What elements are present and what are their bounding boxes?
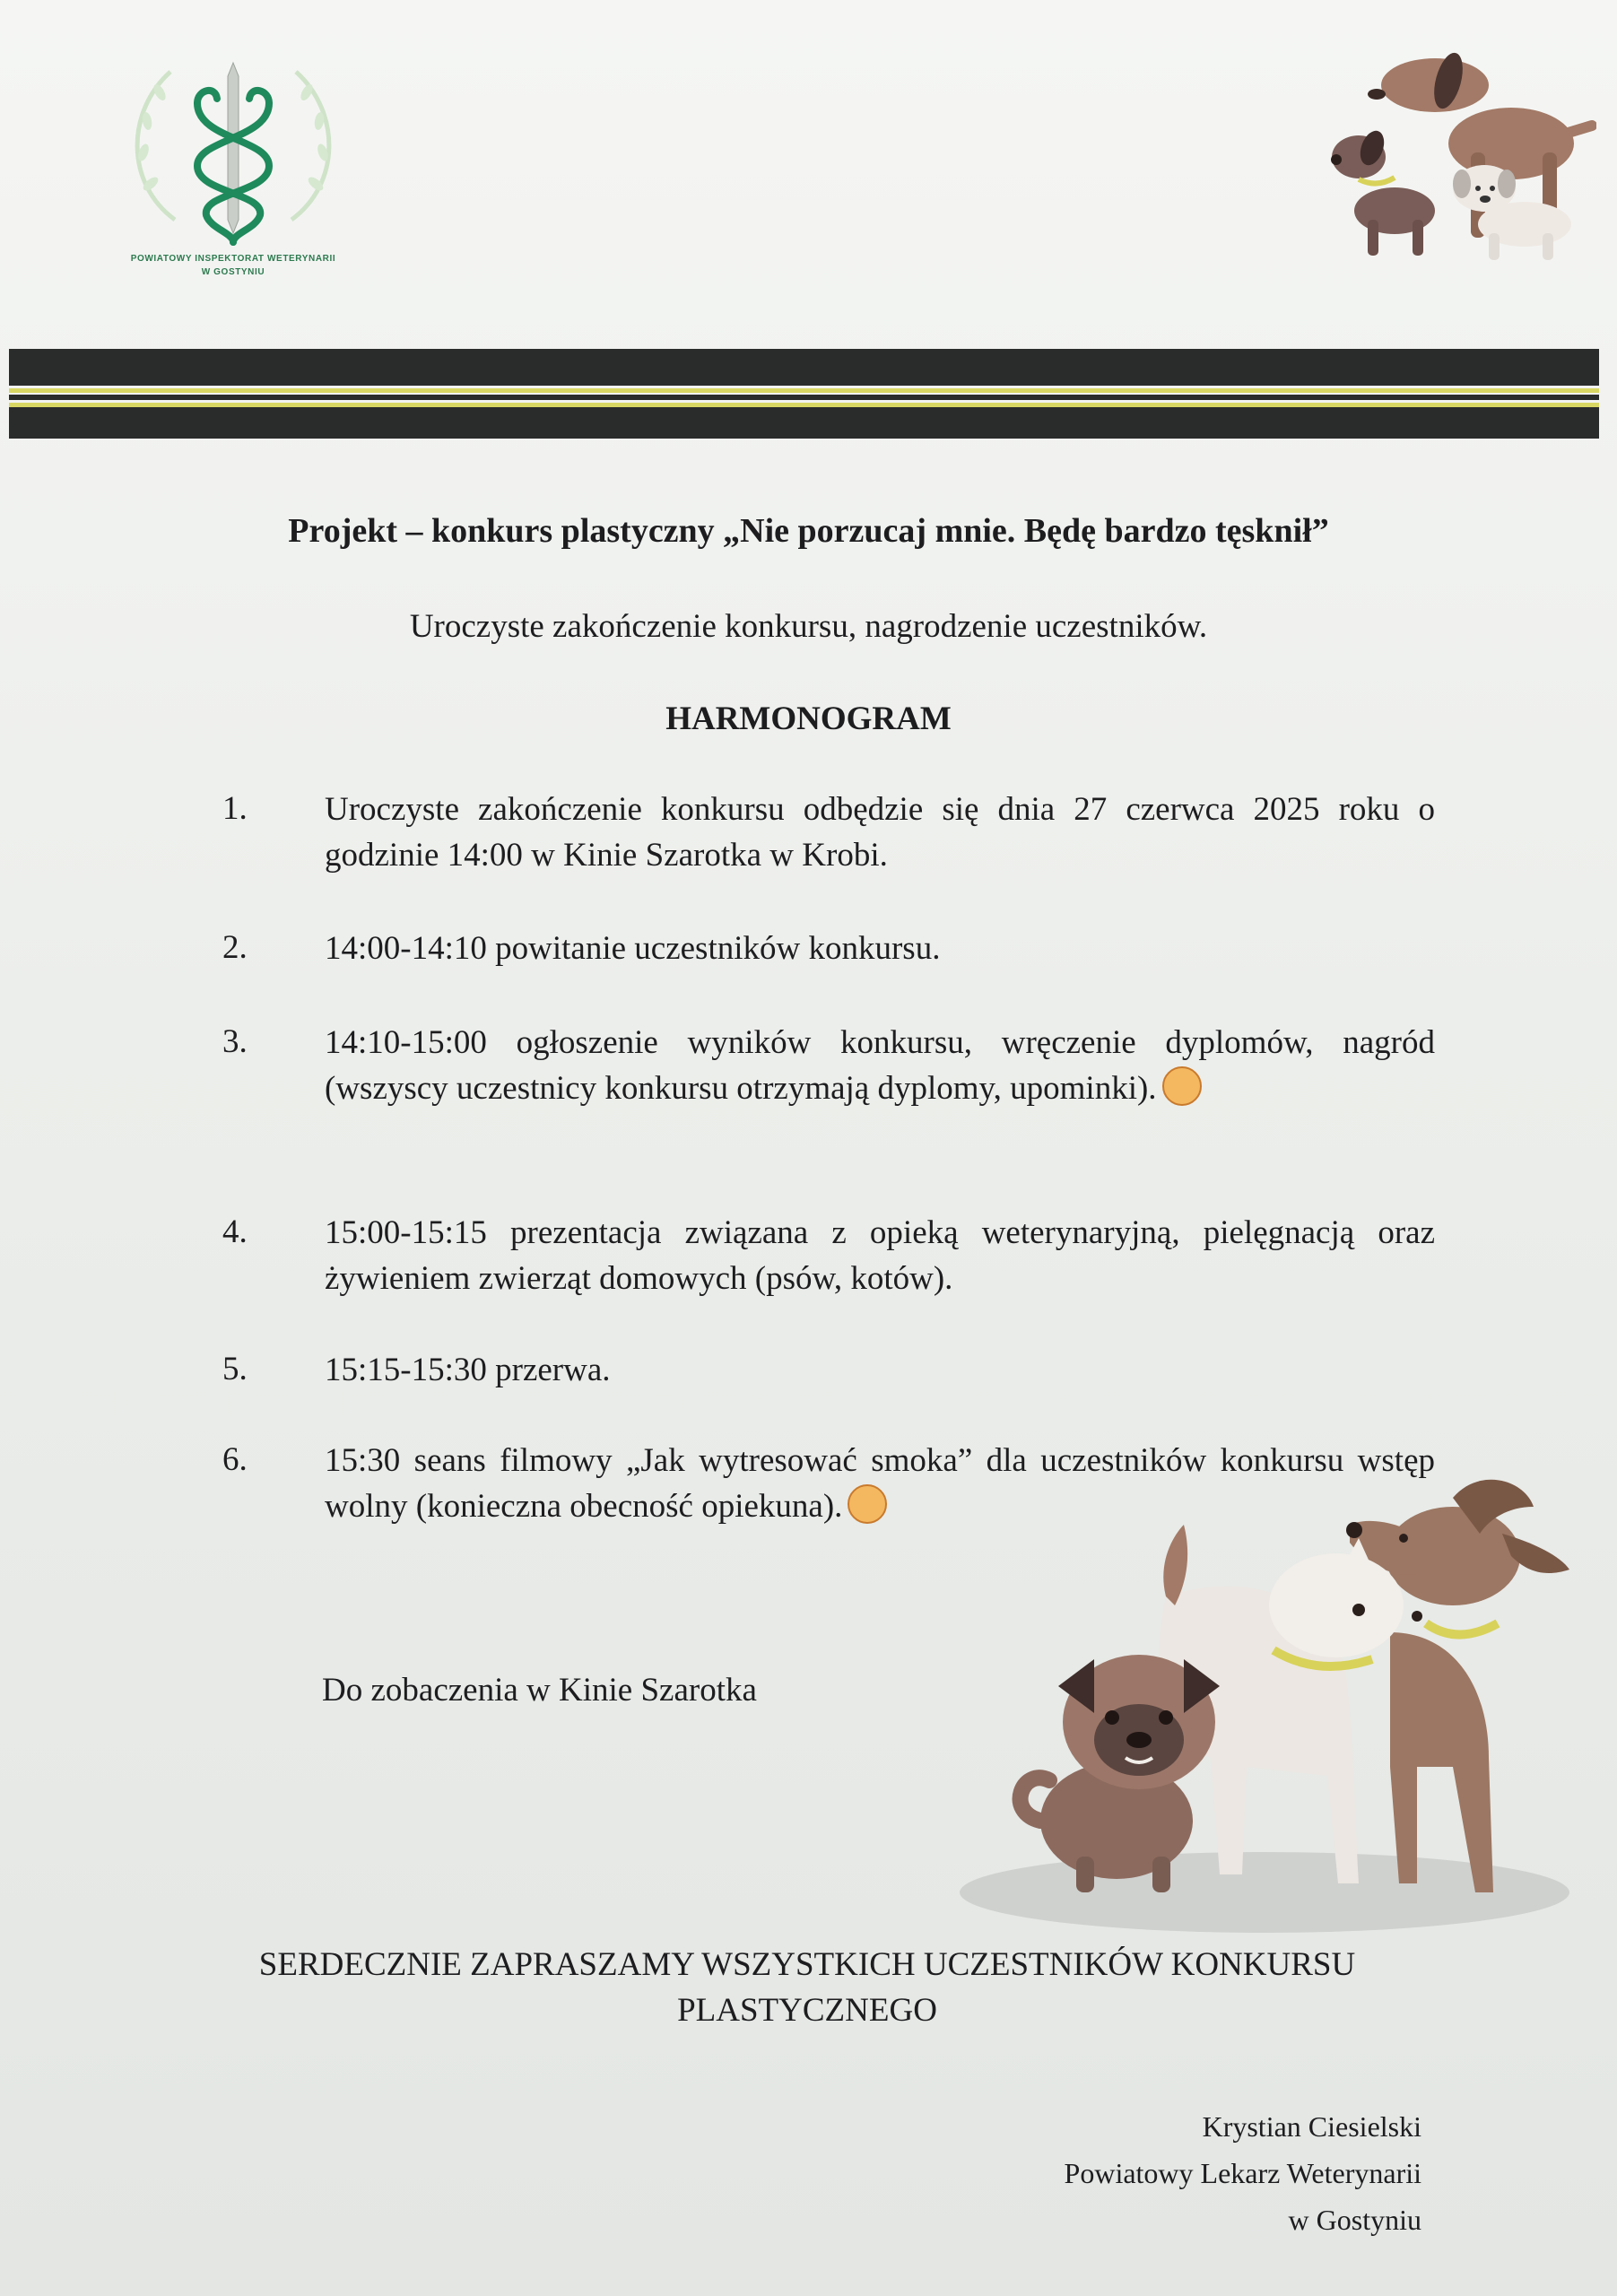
item-number: 5. [222,1351,248,1387]
schedule-item [325,787,1435,878]
signature-name: Krystian Ciesielski [1202,2110,1421,2143]
item-number: 2. [222,929,248,966]
schedule-item [325,1347,1435,1393]
item-text: 14:10-15:00 ogłoszenie wyników konkursu, wręczenie dyplomów, nagród (wszyscy uczestnicy konkursu otrzymają dyplomy, upominki). [325,1024,1435,1107]
item-number: 4. [222,1213,248,1250]
logo-text-line2: W GOSTYNIU [201,267,265,277]
dogs-illustration-bottom [951,1471,1578,1937]
inspectorate-logo [99,49,368,291]
item-text: 15:30 seans filmowy „Jak wytresować smoka” dla uczestników konkursu wstęp wolny (konieczna obecność opiekuna). [325,1442,1435,1525]
invitation-line2: PLASTYCZNEGO [677,1992,937,2029]
dogs-illustration-top [1327,45,1596,260]
schedule-item [325,1020,1435,1111]
decorative-stripes [9,349,1599,439]
item-text: 15:00-15:15 prezentacja związana z opieką weterynaryjną, pielęgnacją oraz żywieniem zwierząt domowych (psów, kotów). [325,1214,1435,1297]
invitation-line1: SERDECZNIE ZAPRASZAMY WSZYSTKICH UCZESTNIKÓW KONKURSU [258,1946,1356,1983]
smiley-emoji-icon [1162,1066,1202,1106]
page-title: Projekt – konkurs plastyczny „Nie porzucaj mnie. Będę bardzo tęsknił” [288,512,1329,550]
logo-text-line1: POWIATOWY INSPEKTORAT WETERYNARII [130,254,336,264]
signature-place: w Gostyniu [1288,2204,1421,2236]
schedule-item [325,926,1435,971]
closing-text: Do zobaczenia w Kinie Szarotka [322,1672,757,1709]
smiley-emoji-icon [848,1484,887,1524]
item-text: Uroczyste zakończenie konkursu odbędzie się dnia 27 czerwca 2025 roku o godzinie 14:00 w Kinie Szarotka w Krobi. [325,791,1435,874]
item-number: 6. [222,1441,248,1478]
schedule-heading: HARMONOGRAM [665,700,952,737]
item-number: 1. [222,790,248,827]
signature-block [1065,2103,1421,2243]
signature-role: Powiatowy Lekarz Weterynarii [1064,2157,1421,2189]
item-number: 3. [222,1023,248,1060]
page-subtitle: Uroczyste zakończenie konkursu, nagrodzenie uczestników. [409,608,1208,645]
caduceus-logo-icon [117,49,350,251]
item-text: 15:15-15:30 przerwa. [325,1352,611,1388]
item-text: 14:00-14:10 powitanie uczestników konkursu. [325,930,941,967]
schedule-item [325,1210,1435,1301]
invitation-text [179,1942,1435,2033]
